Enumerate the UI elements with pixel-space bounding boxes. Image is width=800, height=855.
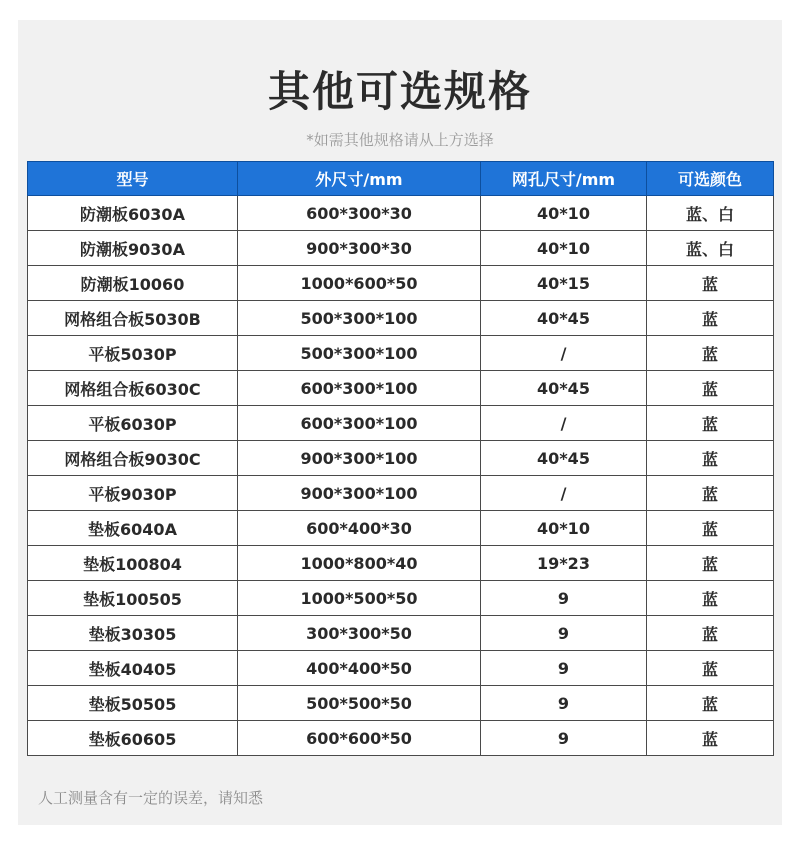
table-row [28,651,774,686]
cell-colors: 蓝 [647,266,774,301]
cell-model: 防潮板6030A [28,196,238,231]
cell-model: 垫板50505 [28,686,238,721]
cell-mesh-size: 19*23 [481,546,647,581]
cell-colors: 蓝、白 [647,196,774,231]
cell-colors: 蓝 [647,581,774,616]
cell-model: 平板9030P [28,476,238,511]
cell-colors: 蓝、白 [647,231,774,266]
cell-model: 防潮板10060 [28,266,238,301]
cell-outer-size: 900*300*100 [238,441,481,476]
cell-mesh-size: / [481,476,647,511]
header-mesh-size: 网孔尺寸/mm [481,162,647,196]
table-row [28,686,774,721]
cell-model: 垫板100505 [28,581,238,616]
cell-mesh-size: 40*15 [481,266,647,301]
header-outer-size: 外尺寸/mm [238,162,481,196]
table-row [28,511,774,546]
cell-outer-size: 600*400*30 [238,511,481,546]
table-row [28,336,774,371]
cell-model: 垫板60605 [28,721,238,756]
cell-model: 网格组合板5030B [28,301,238,336]
cell-model: 垫板40405 [28,651,238,686]
cell-colors: 蓝 [647,721,774,756]
table-row [28,616,774,651]
cell-colors: 蓝 [647,476,774,511]
cell-mesh-size: 40*10 [481,231,647,266]
cell-mesh-size: 9 [481,721,647,756]
spec-table [27,161,774,756]
table-row [28,581,774,616]
cell-mesh-size: 40*10 [481,196,647,231]
table-row [28,301,774,336]
cell-outer-size: 300*300*50 [238,616,481,651]
cell-outer-size: 900*300*30 [238,231,481,266]
cell-mesh-size: / [481,336,647,371]
cell-mesh-size: 9 [481,651,647,686]
cell-outer-size: 900*300*100 [238,476,481,511]
cell-mesh-size: 9 [481,581,647,616]
table-row [28,441,774,476]
table-row [28,721,774,756]
cell-model: 垫板30305 [28,616,238,651]
table-row [28,231,774,266]
cell-mesh-size: 40*45 [481,371,647,406]
cell-model: 平板6030P [28,406,238,441]
cell-outer-size: 1000*800*40 [238,546,481,581]
cell-outer-size: 500*300*100 [238,301,481,336]
table-row [28,266,774,301]
cell-model: 垫板100804 [28,546,238,581]
page-subtitle: *如需其他规格请从上方选择 [306,131,494,149]
cell-mesh-size: 40*45 [481,441,647,476]
cell-colors: 蓝 [647,511,774,546]
cell-outer-size: 400*400*50 [238,651,481,686]
cell-mesh-size: 40*45 [481,301,647,336]
table-row [28,476,774,511]
footnote: 人工测量含有一定的误差，请知悉 [38,789,264,807]
cell-outer-size: 1000*500*50 [238,581,481,616]
cell-outer-size: 600*300*30 [238,196,481,231]
cell-mesh-size: 9 [481,686,647,721]
cell-colors: 蓝 [647,441,774,476]
page-title: 其他可选规格 [267,67,532,116]
cell-colors: 蓝 [647,406,774,441]
cell-outer-size: 1000*600*50 [238,266,481,301]
table-row [28,371,774,406]
cell-model: 网格组合板6030C [28,371,238,406]
cell-colors: 蓝 [647,371,774,406]
header-colors: 可选颜色 [647,162,774,196]
cell-model: 防潮板9030A [28,231,238,266]
cell-colors: 蓝 [647,651,774,686]
cell-colors: 蓝 [647,301,774,336]
cell-outer-size: 600*300*100 [238,371,481,406]
cell-colors: 蓝 [647,686,774,721]
table-row [28,196,774,231]
cell-mesh-size: / [481,406,647,441]
cell-mesh-size: 40*10 [481,511,647,546]
cell-outer-size: 500*500*50 [238,686,481,721]
cell-outer-size: 500*300*100 [238,336,481,371]
table-row [28,406,774,441]
cell-colors: 蓝 [647,546,774,581]
table-header-row [28,162,774,196]
cell-mesh-size: 9 [481,616,647,651]
table-row [28,546,774,581]
cell-model: 网格组合板9030C [28,441,238,476]
cell-model: 垫板6040A [28,511,238,546]
header-model: 型号 [28,162,238,196]
cell-model: 平板5030P [28,336,238,371]
cell-colors: 蓝 [647,336,774,371]
cell-colors: 蓝 [647,616,774,651]
cell-outer-size: 600*600*50 [238,721,481,756]
cell-outer-size: 600*300*100 [238,406,481,441]
